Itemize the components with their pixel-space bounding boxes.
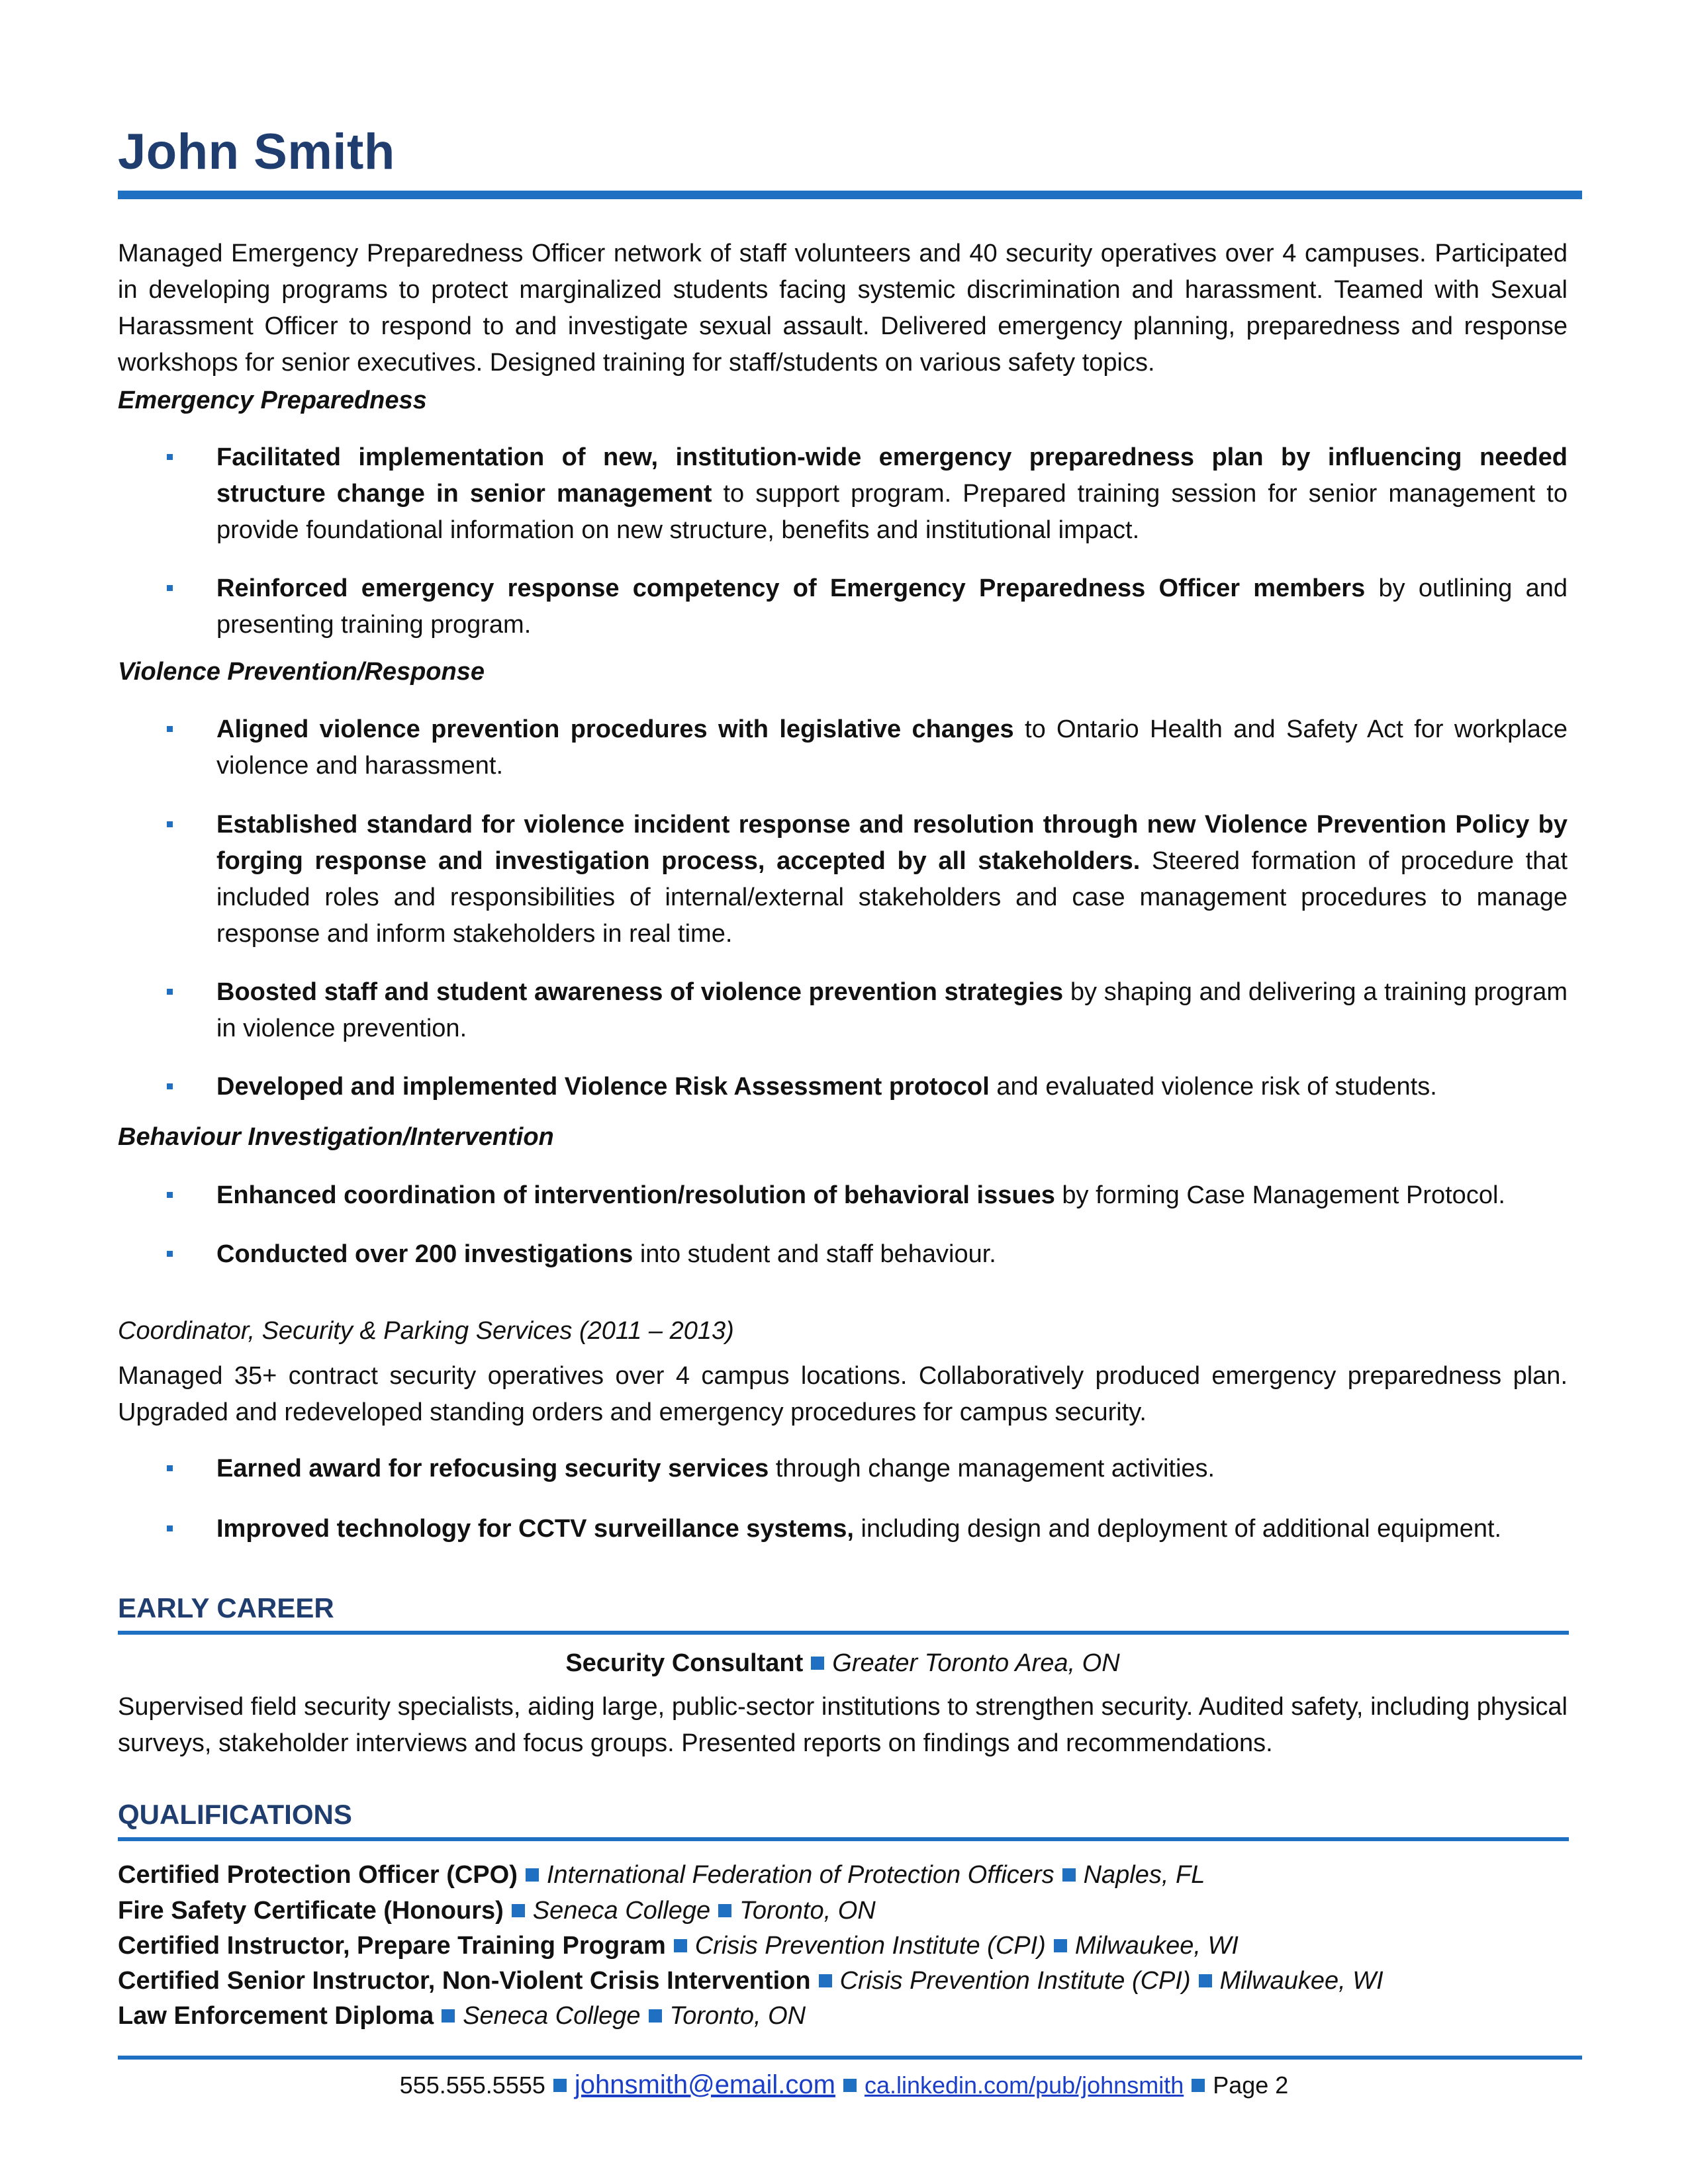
- bullet-bold: Developed and implemented Violence Risk Assessment protocol: [216, 1073, 990, 1101]
- qualification-org: Seneca College: [463, 2002, 641, 2030]
- bullet-bold: Enhanced coordination of intervention/resolution of behavioral issues: [216, 1181, 1055, 1209]
- bullet-bold: Established standard for violence incident response and resolution through new Violence Prevention Policy by forging response and investigation process, accepted by all stakeholders.: [216, 811, 1568, 875]
- separator-square-icon: [649, 2009, 662, 2023]
- bullet-text: [216, 1451, 1568, 1487]
- qualification-org: Crisis Prevention Institute (CPI): [839, 1967, 1191, 1995]
- separator-square-icon: [811, 1657, 824, 1670]
- footer-linkedin-link[interactable]: ca.linkedin.com/pub/johnsmith: [864, 2071, 1184, 2099]
- bullet-square-icon: [167, 1083, 173, 1089]
- section-heading-qualifications: QUALIFICATIONS: [118, 1799, 352, 1830]
- bullet-rest: by outlining and presenting training program.: [216, 574, 1568, 639]
- qualification-name: Fire Safety Certificate (Honours): [118, 1897, 504, 1925]
- section-heading-early-career: EARLY CAREER: [118, 1592, 334, 1623]
- bullet-text: [216, 974, 1568, 1047]
- bullet-rest: Steered formation of procedure that included roles and responsibilities of internal/external stakeholders and case management procedures to manage response and inform stakeholders in real time.: [216, 847, 1568, 948]
- qualification-name: Certified Instructor, Prepare Training Program: [118, 1932, 666, 1960]
- footer-divider: [118, 2056, 1582, 2060]
- subheading-emergency: Emergency Preparedness: [118, 387, 427, 414]
- bullet-rest: and evaluated violence risk of students.: [989, 1073, 1437, 1101]
- bullet-rest: by shaping and delivering a training program in violence prevention.: [216, 978, 1568, 1042]
- bullet-bold: Improved technology for CCTV surveillance systems,: [216, 1515, 854, 1543]
- qualification-org: International Federation of Protection Officers: [546, 1861, 1055, 1889]
- separator-square-icon: [1199, 1974, 1212, 1987]
- bullet-text: [216, 807, 1568, 952]
- bullet-square-icon: [167, 821, 173, 827]
- qualification-org: Crisis Prevention Institute (CPI): [694, 1932, 1046, 1960]
- bullet-rest: including design and deployment of additional equipment.: [853, 1515, 1502, 1543]
- qualification-item: [118, 1861, 1205, 1889]
- coordinator-summary: Managed 35+ contract security operatives over 4 campus locations. Collaboratively produced emergency preparedness plan. Upgraded and redeveloped standing orders and emergency procedures for campus security.: [118, 1362, 1568, 1426]
- role-title: Security Consultant: [565, 1649, 804, 1677]
- bullet-bold: Earned award for refocusing security services: [216, 1455, 769, 1482]
- separator-square-icon: [512, 1904, 525, 1917]
- qualification-name: Certified Senior Instructor, Non-Violent Crisis Intervention: [118, 1967, 811, 1995]
- qualification-item: [118, 1932, 1239, 1960]
- bullet-text: [216, 439, 1568, 549]
- qualification-name: Law Enforcement Diploma: [118, 2002, 434, 2030]
- intro-paragraph: Managed Emergency Preparedness Officer network of staff volunteers and 40 security operatives over 4 campuses. Participated in developing programs to protect marginalized students facing systemic discrimination and harassment. Teamed with Sexual Harassment Officer to respond to and investigate sexual assault. Delivered emergency planning, preparedness and response workshops for senior executives. Designed training for staff/students on various safety topics.: [118, 240, 1568, 377]
- bullet-rest: to Ontario Health and Safety Act for workplace violence and harassment.: [216, 715, 1568, 780]
- qualification-item: [118, 2002, 806, 2030]
- bullet-rest: by forming Case Management Protocol.: [1055, 1181, 1505, 1209]
- bullet-bold: Aligned violence prevention procedures with legislative changes: [216, 715, 1014, 743]
- bullet-bold: Conducted over 200 investigations: [216, 1240, 633, 1268]
- separator-square-icon: [442, 2009, 455, 2023]
- bullet-rest: into student and staff behaviour.: [633, 1240, 996, 1268]
- subheading-behaviour: Behaviour Investigation/Intervention: [118, 1123, 554, 1151]
- bullet-square-icon: [167, 726, 173, 732]
- bullet-text: [216, 1177, 1568, 1214]
- bullet-text: [216, 1511, 1568, 1547]
- footer-email-link[interactable]: johnsmith@email.com: [574, 2070, 835, 2099]
- candidate-name: John Smith: [118, 124, 395, 180]
- early-career-role-line: [118, 1649, 1568, 1678]
- bullet-square-icon: [167, 989, 173, 995]
- qualification-item: [118, 1967, 1383, 1995]
- bullet-square-icon: [167, 1465, 173, 1471]
- separator-square-icon: [1062, 1868, 1076, 1882]
- qualification-place: Toronto, ON: [669, 2002, 806, 2030]
- bullet-bold: Reinforced emergency response competency of Emergency Preparedness Officer members: [216, 574, 1366, 602]
- footer-contact: [0, 2070, 1688, 2100]
- separator-square-icon: [1054, 1939, 1067, 1952]
- separator-square-icon: [1192, 2079, 1205, 2092]
- footer-phone: 555.555.5555: [399, 2071, 545, 2099]
- qualification-item: [118, 1897, 876, 1925]
- bullet-text: [216, 711, 1568, 784]
- bullet-bold: Boosted staff and student awareness of violence prevention strategies: [216, 978, 1064, 1006]
- early-career-summary: Supervised field security specialists, aiding large, public-sector institutions to strengthen security. Audited safety, including physical surveys, stakeholder interviews and focus groups. Presented reports on findings and recommendations.: [118, 1693, 1568, 1757]
- separator-square-icon: [843, 2079, 857, 2092]
- separator-square-icon: [819, 1974, 832, 1987]
- bullet-square-icon: [167, 1251, 173, 1257]
- job-title-coordinator: Coordinator, Security & Parking Services (2011 – 2013): [118, 1317, 734, 1345]
- bullet-bold: Facilitated implementation of new, institution-wide emergency preparedness plan by influencing needed structure change in senior management: [216, 443, 1568, 508]
- bullet-square-icon: [167, 585, 173, 591]
- qualification-org: Seneca College: [532, 1897, 711, 1925]
- bullet-text: [216, 1069, 1568, 1105]
- bullet-text: [216, 1236, 1568, 1273]
- bullet-square-icon: [167, 1192, 173, 1198]
- bullet-square-icon: [167, 1525, 173, 1531]
- section-divider: [118, 1837, 1569, 1841]
- role-location: Greater Toronto Area, ON: [832, 1649, 1120, 1677]
- qualification-name: Certified Protection Officer (CPO): [118, 1861, 518, 1889]
- bullet-text: [216, 570, 1568, 643]
- bullet-rest: to support program. Prepared training session for senior management to provide foundational information on new structure, benefits and institutional impact.: [216, 480, 1568, 544]
- bullet-square-icon: [167, 454, 173, 460]
- name-divider: [118, 191, 1582, 199]
- separator-square-icon: [674, 1939, 687, 1952]
- section-divider: [118, 1631, 1569, 1635]
- separator-square-icon: [526, 1868, 539, 1882]
- separator-square-icon: [553, 2079, 567, 2092]
- qualification-place: Milwaukee, WI: [1074, 1932, 1239, 1960]
- bullet-rest: through change management activities.: [769, 1455, 1215, 1482]
- separator-square-icon: [718, 1904, 731, 1917]
- qualification-place: Toronto, ON: [739, 1897, 876, 1925]
- qualification-place: Naples, FL: [1083, 1861, 1205, 1889]
- subheading-violence: Violence Prevention/Response: [118, 658, 485, 686]
- qualification-place: Milwaukee, WI: [1219, 1967, 1383, 1995]
- footer-page-number: Page 2: [1213, 2071, 1289, 2099]
